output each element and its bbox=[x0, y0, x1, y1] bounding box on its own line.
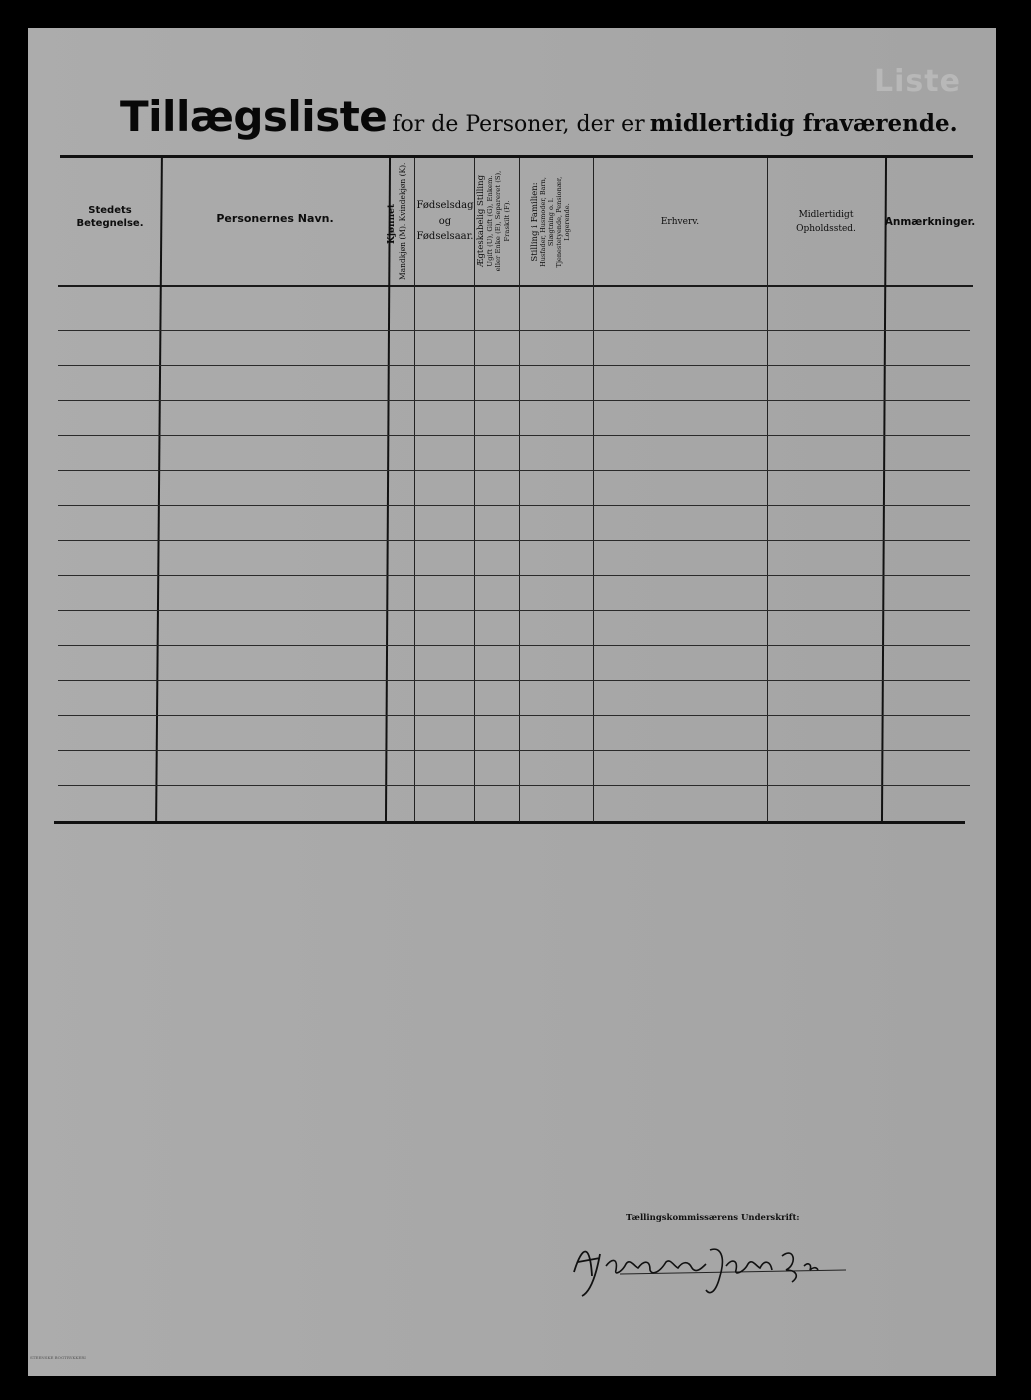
header-aegte-line3: eller Enke (E), Separeret (S), bbox=[494, 170, 503, 272]
table-row-line bbox=[58, 540, 970, 541]
header-navn bbox=[180, 212, 370, 226]
header-opholdssted-line2: Opholdssted. bbox=[796, 224, 856, 235]
bleed-through-text: Liste bbox=[874, 64, 961, 99]
header-aegte bbox=[476, 163, 520, 279]
signature-stroke-1 bbox=[574, 1252, 600, 1297]
header-stedets bbox=[66, 205, 154, 230]
header-erhverv bbox=[600, 217, 760, 228]
header-opholdssted-line1: Midlertidigt bbox=[798, 210, 854, 220]
col-divider-3 bbox=[414, 158, 415, 822]
table-row-line bbox=[58, 575, 970, 576]
title-part1: for de Personer, der er bbox=[392, 112, 645, 137]
table-row-line bbox=[58, 715, 970, 716]
col-divider-7 bbox=[767, 158, 768, 822]
table-row-line bbox=[58, 645, 970, 646]
header-familie-line1: Stilling i Familien: bbox=[530, 182, 540, 262]
header-stedets-line1: Stedets bbox=[88, 205, 132, 216]
header-familie bbox=[530, 166, 586, 278]
page-title bbox=[120, 92, 958, 141]
title-main: Tillægsliste bbox=[120, 92, 388, 141]
header-familie-line5: Logerende. bbox=[562, 203, 571, 241]
header-stedets-line2: Betegnelse. bbox=[76, 217, 144, 229]
table-row-line bbox=[58, 610, 970, 611]
header-navn-label: Personernes Navn. bbox=[216, 212, 334, 225]
header-familie-line3: Slægtning o. l. bbox=[546, 197, 555, 247]
table-row-line bbox=[58, 505, 970, 506]
header-kjon bbox=[387, 162, 413, 280]
header-fodsel-line1: Fødselsdag bbox=[416, 200, 474, 211]
signature-stroke-2 bbox=[606, 1260, 706, 1272]
table-row-line bbox=[58, 470, 970, 471]
header-opholdssted bbox=[770, 208, 882, 237]
col-divider-6 bbox=[593, 158, 594, 822]
top-rule bbox=[60, 155, 973, 158]
signature-stroke-3 bbox=[706, 1249, 772, 1293]
header-divider bbox=[58, 285, 973, 287]
header-fodsel bbox=[414, 198, 476, 245]
printer-imprint: STEENSKE BOGTRYKKERI bbox=[30, 1355, 86, 1360]
table-row-line bbox=[58, 750, 970, 751]
signature-label: Tællingskommissærens Underskrift: bbox=[626, 1213, 800, 1223]
bottom-rule bbox=[54, 821, 965, 824]
header-anmaerkninger-label: Anmærkninger. bbox=[884, 216, 976, 228]
table-row-line bbox=[58, 680, 970, 681]
header-erhverv-label: Erhverv. bbox=[660, 217, 700, 227]
header-familie-line4: Tjenestetyende, Pensionær, bbox=[554, 176, 563, 268]
signature-stroke-4 bbox=[782, 1253, 818, 1282]
header-anmaerkninger bbox=[884, 216, 976, 229]
header-familie-line2: Husfader, Husmoder, Barn, bbox=[539, 177, 548, 267]
table-row-line bbox=[58, 400, 970, 401]
table-row-line bbox=[58, 330, 970, 331]
signature-image bbox=[560, 1236, 860, 1306]
header-aegte-line2: Ugift (U), Gift (G), Enkem. bbox=[486, 175, 495, 267]
table-row-line bbox=[58, 785, 970, 786]
header-aegte-line1: Ægteskabelig Stilling bbox=[476, 174, 486, 268]
col-divider-4 bbox=[474, 158, 475, 822]
header-kjon-line1: Kjønnet bbox=[387, 203, 397, 245]
table-row-line bbox=[58, 435, 970, 436]
table-row-line bbox=[58, 365, 970, 366]
header-fodsel-line2: og bbox=[438, 215, 452, 227]
header-kjon-line2: Mandkjøn (M). Kvindekjøn (K). bbox=[397, 162, 407, 280]
header-fodsel-line3: Fødselsaar. bbox=[416, 231, 474, 242]
header-aegte-line4: Fraskilt (F). bbox=[502, 200, 511, 242]
title-bold-part: midlertidig fraværende. bbox=[649, 110, 958, 137]
